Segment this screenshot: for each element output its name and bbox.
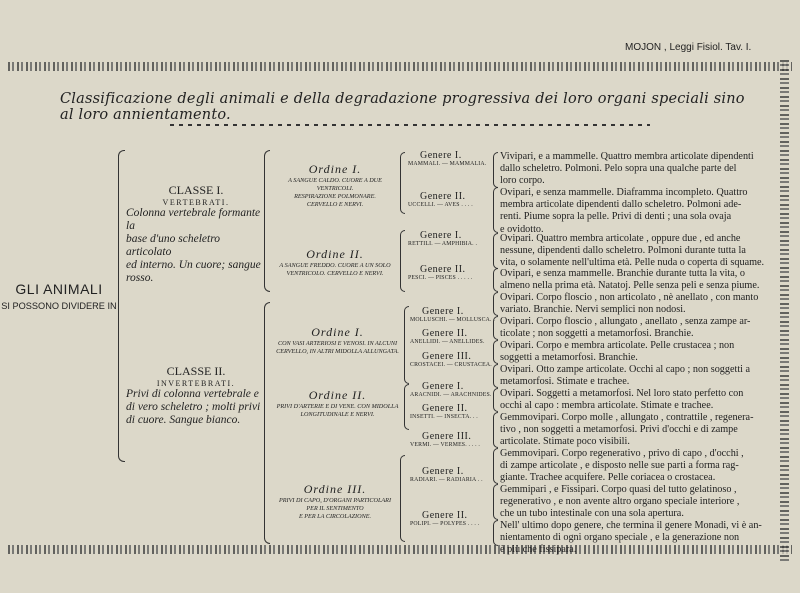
class-1-name: VERTEBRATI. bbox=[162, 198, 230, 207]
ordine-desc-1: PRIVI DI CAPO, D'ORGANI PARTICOLARI bbox=[278, 497, 392, 504]
desc-vermi bbox=[500, 412, 782, 449]
desc-line: è più che fissipara. bbox=[500, 544, 577, 556]
genere-sub: MAMMALI. — MAMMALIA. bbox=[408, 161, 487, 167]
genere-vermi bbox=[410, 431, 480, 448]
genere-sub: VERMI. — VERMES. . . . . bbox=[410, 442, 481, 448]
genere-anellidi bbox=[410, 328, 485, 345]
page-title: Classificazione degli animali e della degradazione progressiva dei loro organi speciali sino al loro annientamento. bbox=[60, 91, 745, 123]
desc-line: variato. Branchie. Nervi semplici non nodosi. bbox=[500, 304, 686, 316]
ordine-label: Ordine II. bbox=[306, 247, 364, 261]
genere-radiari bbox=[410, 466, 483, 483]
desc-line: Gemmovipari. Corpo molle , allungato , contrattile , regenera- bbox=[500, 412, 754, 423]
desc-line: Ovipari. Soggetti a metamorfosi. Nel loro stato perfetto con bbox=[500, 388, 744, 399]
genere-sub: CROSTACEI. — CRUSTACEA. bbox=[410, 362, 492, 368]
genere-polipi bbox=[410, 510, 479, 527]
desc-line: vita, o solamente nell'ultima età. Pelle nuda o coperta di squame. bbox=[500, 257, 765, 269]
ordine-bracket bbox=[400, 230, 405, 292]
ordine-bracket bbox=[404, 306, 409, 384]
dotted-divider bbox=[170, 124, 650, 126]
desc-line: Vivipari, e a mammelle. Quattro membra articolate dipendenti bbox=[500, 151, 754, 162]
desc-molluschi bbox=[500, 292, 782, 316]
class-1 bbox=[126, 183, 266, 285]
class-2-name: INVERTEBRATI. bbox=[156, 379, 236, 388]
genere-mammali bbox=[408, 150, 486, 167]
ordine-desc-2: RESPIRAZIONE POLMONARE. bbox=[294, 193, 376, 200]
ordine-label: Ordine I. bbox=[308, 162, 362, 176]
ordine-1-vertebrati bbox=[270, 162, 400, 209]
ordine-label: Ordine II. bbox=[308, 388, 367, 402]
desc-bracket bbox=[493, 316, 498, 340]
ordine-desc-2: VENTRICOLO. CERVELLO E NERVI. bbox=[286, 270, 384, 277]
desc-line: articolate. Stimate poco visibili. bbox=[500, 436, 630, 448]
class-2 bbox=[126, 364, 266, 427]
genere-label: Genere II. bbox=[422, 510, 468, 521]
desc-anellidi bbox=[500, 316, 782, 340]
plate-header: MOJON , Leggi Fisiol. Tav. I. bbox=[625, 42, 752, 53]
desc-line: regenerativo , e non avente altro organo speciale interiore , bbox=[500, 496, 740, 508]
desc-line: nessune, dipendenti dallo scheletro. Polmoni durante tutta la bbox=[500, 245, 746, 257]
genere-crostacei bbox=[410, 351, 492, 368]
desc-bracket bbox=[493, 448, 498, 484]
class-2-desc-1: Privi di colonna vertebrale e bbox=[126, 388, 259, 400]
genere-label: Genere II. bbox=[420, 191, 466, 202]
desc-bracket bbox=[493, 268, 498, 292]
ordine-desc-3: E PER LA CIRCOLAZIONE. bbox=[298, 513, 372, 520]
ordine-desc-1: CON VASI ARTERIOSI E VENOSI. IN ALCUNI bbox=[277, 340, 398, 347]
genere-label: Genere I. bbox=[422, 466, 464, 477]
desc-line: Ovipari. Corpo floscio , allungato , anellato , senza zampe ar- bbox=[500, 316, 751, 327]
desc-line: di zampe articolate , e disposto nelle sue parti a forma rag- bbox=[500, 460, 739, 472]
ordine-2-vertebrati bbox=[270, 247, 400, 278]
desc-mammali bbox=[500, 151, 782, 188]
class-1-title: CLASSE I. bbox=[168, 183, 224, 197]
desc-bracket bbox=[493, 233, 498, 269]
desc-line: Ovipari. Corpo e membra articolate. Pelle crustacea ; non bbox=[500, 340, 735, 351]
desc-line: dallo scheletro. Polmoni. Pelo sopra una qualche parte del bbox=[500, 163, 737, 175]
ordine-label: Ordine III. bbox=[303, 482, 367, 496]
desc-uccelli bbox=[500, 187, 782, 236]
root-line-2: SI POSSONO DIVIDERE IN bbox=[1, 301, 117, 311]
genere-sub: UCCELLI. — AVES . . . . bbox=[408, 202, 473, 208]
ordine-desc-1: PRIVI D'ARTERIE E DI VENE. CON MIDOLLA bbox=[276, 403, 399, 410]
class-1-desc-3: ed interno. Un cuore; sangue bbox=[126, 259, 261, 271]
desc-line: membra articolate dipendenti dallo scheletro. Polmoni ade- bbox=[500, 199, 742, 211]
desc-line: loro corpo. bbox=[500, 175, 545, 187]
class-2-desc-3: di cuore. Sangue bianco. bbox=[126, 414, 241, 426]
desc-line: Nell' ultimo dopo genere, che termina il genere Monadi, vi è an- bbox=[500, 520, 762, 531]
root-label bbox=[0, 281, 118, 311]
class-1-desc-1: Colonna vertebrale formante la bbox=[126, 207, 261, 232]
desc-line: ticolate ; non soggetti a metamorfosi. Branchie. bbox=[500, 328, 694, 340]
ordine-desc-2: LONGITUDINALE E NERVI. bbox=[300, 411, 375, 418]
genere-sub: ARACNIDI. — ARACHNIDES. bbox=[410, 392, 492, 398]
desc-line: soggetti a metamorfosi. Branchie. bbox=[500, 352, 638, 364]
desc-radiari bbox=[500, 448, 782, 485]
ordine-3-invertebrati bbox=[270, 482, 400, 521]
root-line-1: GLI ANIMALI bbox=[15, 281, 103, 297]
genere-uccelli bbox=[408, 191, 473, 208]
desc-bracket bbox=[493, 520, 498, 546]
desc-bracket bbox=[493, 388, 498, 412]
genere-sub: RADIARI. — RADIARIA . . bbox=[410, 477, 483, 483]
desc-line: Gemmovipari. Corpo regenerativo , privo di capo , d'occhi , bbox=[500, 448, 744, 459]
genere-label: Genere I. bbox=[422, 381, 464, 392]
desc-bracket bbox=[493, 187, 498, 233]
desc-bracket bbox=[493, 292, 498, 316]
genere-pesci bbox=[408, 264, 472, 281]
genere-rettili bbox=[408, 230, 477, 247]
genere-label: Genere I. bbox=[422, 306, 464, 317]
desc-bracket bbox=[493, 364, 498, 388]
genere-aracnidi bbox=[410, 381, 492, 398]
genere-sub: INSETTI. — INSECTA. . . bbox=[410, 414, 478, 420]
genere-sub: MOLLUSCHI. — MOLLUSCA. . bbox=[410, 317, 495, 323]
genere-sub: POLIPI. — POLYPES . . . . bbox=[410, 521, 480, 527]
genere-insetti bbox=[410, 403, 478, 420]
ordine-1-invertebrati bbox=[270, 325, 405, 356]
ordine-bracket bbox=[400, 455, 405, 542]
desc-line: Ovipari. Otto zampe articolate. Occhi al capo ; non soggetti a bbox=[500, 364, 751, 375]
genere-label: Genere II. bbox=[422, 328, 468, 339]
desc-bracket bbox=[493, 412, 498, 448]
desc-line: metamorfosi. Stimate e trachee. bbox=[500, 376, 630, 388]
genere-sub: ANELLIDI. — ANELLIDES. bbox=[410, 339, 485, 345]
desc-line: Ovipari, e senza mammelle. Branchie durante tutta la vita, o bbox=[500, 268, 745, 279]
desc-line: tivo , non soggetti a metamorfosi. Privi d'occhi e di zampe bbox=[500, 424, 738, 436]
ordine-label: Ordine I. bbox=[311, 325, 364, 339]
ordine-bracket bbox=[400, 152, 405, 214]
desc-bracket bbox=[493, 340, 498, 364]
desc-monadi bbox=[500, 520, 782, 557]
desc-aracnidi bbox=[500, 364, 782, 388]
genere-label: Genere III. bbox=[422, 431, 472, 442]
desc-line: occhi al capo : membra articolate. Stimate e trachee. bbox=[500, 400, 714, 412]
desc-line: giante. Trachee acquifere. Pelle coriacea o crostacea. bbox=[500, 472, 716, 484]
desc-line: che un tubo intestinale con una sola apertura. bbox=[500, 508, 684, 520]
genere-molluschi bbox=[410, 306, 495, 323]
desc-line: Gemmipari , e Fissipari. Corpo quasi del tutto gelatinoso , bbox=[500, 484, 737, 495]
root-bracket bbox=[118, 150, 125, 462]
ordine-desc-1: A SANGUE FREDDO. CUORE A UN SOLO bbox=[279, 262, 391, 269]
ordine-desc-2: PER IL SENTIMENTO bbox=[306, 505, 364, 512]
genere-sub: RETTILI. — AMPHIBIA. . bbox=[408, 241, 478, 247]
desc-crostacei bbox=[500, 340, 782, 364]
desc-line: e ovidotto. bbox=[500, 223, 544, 235]
class-1-desc-2: base d'uno scheletro articolato bbox=[126, 233, 221, 258]
desc-bracket bbox=[493, 484, 498, 520]
ordine-2-invertebrati bbox=[270, 388, 405, 419]
desc-polipi bbox=[500, 484, 782, 521]
top-border bbox=[8, 62, 792, 71]
class-2-title: CLASSE II. bbox=[166, 364, 226, 378]
genere-label: Genere II. bbox=[422, 403, 468, 414]
genere-label: Genere I. bbox=[420, 230, 462, 241]
desc-line: almeno nella prima età. Natatoj. Pelle senza peli e senza piume. bbox=[500, 280, 760, 292]
ordine-desc-2: CERVELLO, IN ALTRI MIDOLLA ALLUNGATA. bbox=[276, 348, 399, 355]
class-2-desc-2: di vero scheletro ; molti privi bbox=[126, 401, 261, 413]
desc-line: Ovipari. Quattro membra articolate , oppure due , ed anche bbox=[500, 233, 741, 244]
desc-pesci bbox=[500, 268, 782, 292]
class-1-desc-4: rosso. bbox=[126, 272, 154, 284]
ordine-desc-3: CERVELLO E NERVI. bbox=[306, 201, 364, 208]
desc-line: Ovipari. Corpo floscio , non articolato , nè anellato , con manto bbox=[500, 292, 759, 303]
desc-rettili bbox=[500, 233, 782, 270]
genere-label: Genere III. bbox=[422, 351, 472, 362]
desc-line: renti. Piume sopra la pelle. Privi di denti ; una sola ovaja bbox=[500, 211, 732, 223]
genere-label: Genere II. bbox=[420, 264, 466, 275]
ordine-bracket bbox=[404, 384, 409, 430]
desc-line: nientamento di ogni organo speciale , e la generazione non bbox=[500, 532, 740, 544]
desc-line: Ovipari, e senza mammelle. Diaframma incompleto. Quattro bbox=[500, 187, 748, 198]
genere-sub: PESCI. — PISCES . . . . . bbox=[408, 275, 473, 281]
ordine-desc-1: A SANGUE CALDO. CUORE A DUE VENTRICOLI. bbox=[288, 177, 382, 192]
desc-insetti bbox=[500, 388, 782, 412]
desc-bracket bbox=[493, 152, 498, 188]
genere-label: Genere I. bbox=[420, 150, 462, 161]
